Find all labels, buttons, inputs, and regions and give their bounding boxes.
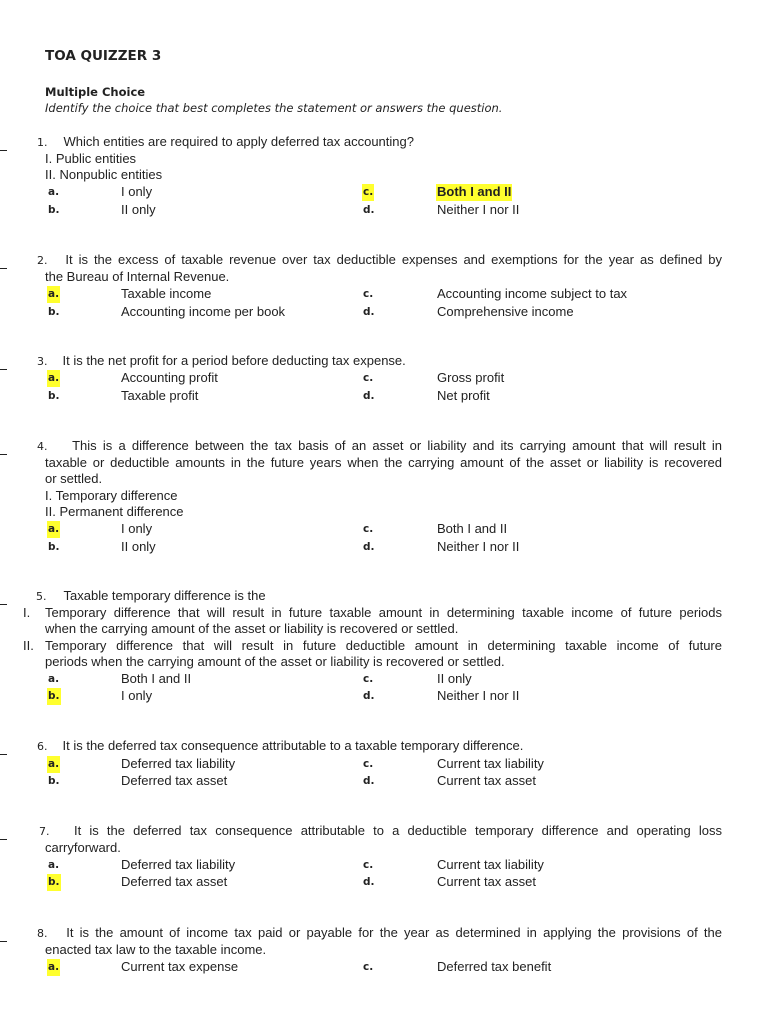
section-heading: Multiple Choice (45, 85, 146, 99)
statement-line: Temporary difference that will result in future deductible amount in determining taxable income of future (45, 638, 722, 653)
choice-d-letter[interactable]: d. (363, 876, 375, 888)
page-title: TOA QUIZZER 3 (45, 48, 162, 64)
statement-line: I. Public entities (45, 151, 137, 166)
choice-b-text[interactable]: Accounting income per book (121, 304, 286, 319)
question-number: 1. (37, 136, 48, 149)
choice-d-text[interactable]: Neither I nor II (437, 202, 520, 217)
choice-c-text[interactable]: Current tax liability (437, 857, 544, 872)
question-number: 8. (37, 927, 48, 940)
choice-a-text[interactable]: Deferred tax liability (121, 756, 236, 771)
choice-a-letter[interactable]: a. (47, 286, 60, 303)
choice-a-text[interactable]: I only (121, 184, 153, 199)
choice-a-letter[interactable]: a. (47, 521, 60, 538)
choice-d-text[interactable]: Current tax asset (437, 874, 536, 889)
question-text-continued: or settled. (45, 471, 103, 486)
choice-b-letter[interactable]: b. (48, 306, 60, 318)
choice-d-text[interactable]: Neither I nor II (437, 688, 520, 703)
question-text-continued: the Bureau of Internal Revenue. (45, 269, 230, 284)
choice-d-letter[interactable]: d. (363, 690, 375, 702)
choice-b-letter[interactable]: b. (47, 688, 61, 705)
choice-a-letter[interactable]: a. (47, 959, 60, 976)
choice-b-letter[interactable]: b. (48, 541, 60, 553)
choice-c-letter[interactable]: c. (363, 372, 374, 384)
statement-numeral: I. (23, 605, 31, 620)
question-text: It is the excess of taxable revenue over tax deductible expenses and exemptions for the year as defined by (65, 252, 722, 267)
choice-c-letter[interactable]: c. (363, 758, 374, 770)
statement-line: II. Permanent difference (45, 504, 184, 519)
choice-c-letter[interactable]: c. (363, 859, 374, 871)
question-stem (36, 588, 722, 606)
choice-c-letter[interactable]: c. (363, 523, 374, 535)
question-number: 7. (39, 825, 50, 838)
answer-blank[interactable] (0, 150, 7, 151)
question-stem (37, 353, 722, 371)
choice-a-text[interactable]: Deferred tax liability (121, 857, 236, 872)
question-text: It is the deferred tax consequence attributable to a taxable temporary difference. (62, 738, 524, 753)
choice-c-letter[interactable]: c. (363, 288, 374, 300)
question-text: It is the net profit for a period before deducting tax expense. (62, 353, 406, 368)
choice-c-text[interactable]: Current tax liability (437, 756, 544, 771)
choice-c-text[interactable]: II only (437, 671, 472, 686)
choice-b-text[interactable]: Deferred tax asset (121, 874, 228, 889)
choice-c-text[interactable]: Both I and II (437, 184, 512, 199)
choice-a-text[interactable]: Accounting profit (121, 370, 218, 385)
question-number: 6. (37, 740, 48, 753)
question-number: 5. (36, 590, 47, 603)
choice-d-text[interactable]: Comprehensive income (437, 304, 574, 319)
choice-d-text[interactable]: Current tax asset (437, 773, 536, 788)
choice-b-letter[interactable]: b. (48, 390, 60, 402)
answer-blank[interactable] (0, 369, 7, 370)
choice-a-letter[interactable]: a. (48, 673, 60, 685)
choice-d-text[interactable]: Neither I nor II (437, 539, 520, 554)
statement-numeral: II. (23, 638, 34, 653)
statement-line: Temporary difference that will result in future taxable amount in determining taxable income of future periods (45, 605, 722, 620)
choice-d-letter[interactable]: d. (363, 204, 375, 216)
answer-blank[interactable] (0, 941, 7, 942)
question-stem (39, 823, 722, 840)
question-stem (37, 438, 722, 455)
question-text-continued: enacted tax law to the taxable income. (45, 942, 267, 957)
statement-line: periods when the carrying amount of the asset or liability is recovered or settled. (45, 654, 505, 669)
choice-b-text[interactable]: Deferred tax asset (121, 773, 228, 788)
question-stem (37, 252, 722, 269)
choice-b-text[interactable]: I only (121, 688, 153, 703)
choice-c-letter[interactable]: c. (363, 673, 374, 685)
question-number: 3. (37, 355, 48, 368)
choice-b-letter[interactable]: b. (48, 775, 60, 787)
choice-a-letter[interactable]: a. (48, 186, 60, 198)
choice-c-text[interactable]: Both I and II (437, 521, 508, 536)
choice-d-letter[interactable]: d. (363, 775, 375, 787)
choice-c-text[interactable]: Gross profit (437, 370, 505, 385)
question-number: 2. (37, 254, 48, 267)
question-text-continued: carryforward. (45, 840, 121, 855)
answer-blank[interactable] (0, 454, 7, 455)
question-text: Which entities are required to apply deferred tax accounting? (63, 134, 414, 149)
choice-c-letter[interactable]: c. (362, 184, 374, 201)
choice-a-text[interactable]: Taxable income (121, 286, 212, 301)
question-stem (37, 925, 722, 942)
question-text: Taxable temporary difference is the (63, 588, 266, 603)
choice-b-text[interactable]: II only (121, 539, 156, 554)
choice-a-text[interactable]: Both I and II (121, 671, 192, 686)
choice-a-letter[interactable]: a. (47, 756, 60, 773)
answer-blank[interactable] (0, 604, 7, 605)
choice-a-letter[interactable]: a. (47, 370, 60, 387)
question-stem (37, 134, 722, 152)
choice-a-letter[interactable]: a. (48, 859, 60, 871)
statement-line: when the carrying amount of the asset or liability is recovered or settled. (45, 621, 459, 636)
answer-blank[interactable] (0, 839, 7, 840)
question-text: It is the deferred tax consequence attributable to a deductible temporary difference and operating loss (73, 823, 722, 838)
choice-b-text[interactable]: Taxable profit (121, 388, 199, 403)
choice-b-letter[interactable]: b. (47, 874, 61, 891)
choice-a-text[interactable]: I only (121, 521, 153, 536)
choice-b-letter[interactable]: b. (48, 204, 60, 216)
section-instructions: Identify the choice that best completes the statement or answers the question. (45, 101, 503, 115)
choice-c-text[interactable]: Accounting income subject to tax (437, 286, 628, 301)
statement-line: I. Temporary difference (45, 488, 178, 503)
choice-d-letter[interactable]: d. (363, 306, 375, 318)
choice-a-text[interactable]: Current tax expense (121, 959, 239, 974)
choice-c-letter[interactable]: c. (363, 961, 374, 973)
choice-d-letter[interactable]: d. (363, 390, 375, 402)
question-text: It is the amount of income tax paid or payable for the year as determined in applying the provisions of the (66, 925, 722, 940)
choice-d-letter[interactable]: d. (363, 541, 375, 553)
answer-blank[interactable] (0, 268, 7, 269)
question-number: 4. (37, 440, 48, 453)
choice-d-text[interactable]: Net profit (437, 388, 490, 403)
question-stem (37, 738, 722, 756)
answer-blank[interactable] (0, 754, 7, 755)
question-text: This is a difference between the tax basis of an asset or liability and its carrying amount that will result in (72, 438, 722, 453)
choice-b-text[interactable]: II only (121, 202, 156, 217)
question-text-continued: taxable or deductible amounts in the future years when the carrying amount of the asset or liability is recovered (45, 455, 722, 470)
statement-line: II. Nonpublic entities (45, 167, 163, 182)
choice-c-text[interactable]: Deferred tax benefit (437, 959, 552, 974)
